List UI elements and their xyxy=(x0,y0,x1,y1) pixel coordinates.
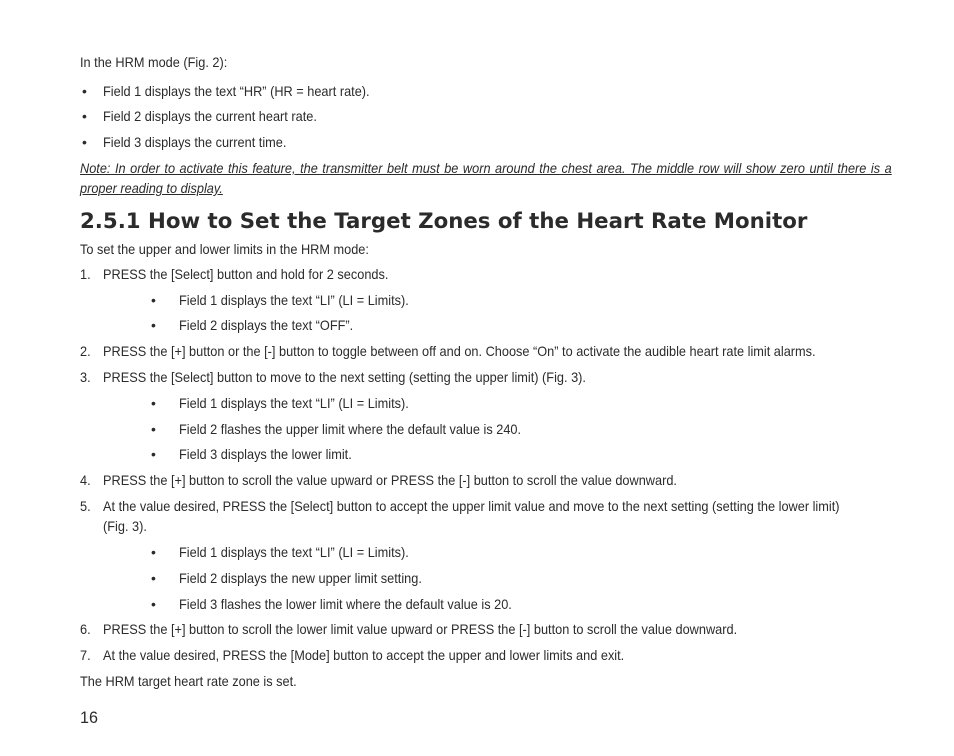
step-number: 5. xyxy=(80,498,91,514)
sub-item: Field 1 displays the text “LI” (LI = Limits). xyxy=(179,395,409,411)
step-text: At the value desired, PRESS the [Select] button to accept the upper limit value and move to the next setting (setting the lower limit) xyxy=(103,498,840,514)
sub-item: Field 2 displays the text “OFF”. xyxy=(179,317,354,333)
step-number: 1. xyxy=(80,266,91,282)
sub-item: Field 2 flashes the upper limit where the default value is 240. xyxy=(179,421,522,437)
step-text-continued: (Fig. 3). xyxy=(103,518,147,534)
step-number: 2. xyxy=(80,343,91,359)
step-number: 7. xyxy=(80,647,91,663)
step-text: PRESS the [+] button to scroll the value upward or PRESS the [-] button to scroll the value downward. xyxy=(103,472,677,488)
bullet-icon: • xyxy=(82,108,87,124)
hrm-field-item: Field 3 displays the current time. xyxy=(103,134,287,150)
step-number: 6. xyxy=(80,621,91,637)
bullet-icon: • xyxy=(151,446,156,462)
step-text: PRESS the [Select] button to move to the next setting (setting the upper limit) (Fig. 3). xyxy=(103,369,586,385)
sub-item: Field 1 displays the text “LI” (LI = Limits). xyxy=(179,292,409,308)
bullet-icon: • xyxy=(151,544,156,560)
section-heading: 2.5.1 How to Set the Target Zones of the Heart Rate Monitor xyxy=(80,209,808,234)
intro-text: In the HRM mode (Fig. 2): xyxy=(80,54,228,70)
sub-item: Field 1 displays the text “LI” (LI = Limits). xyxy=(179,544,409,560)
step-text: PRESS the [+] button or the [-] button to toggle between off and on. Choose “On” to activate the audible heart rate limit alarms. xyxy=(103,343,816,359)
step-text: PRESS the [Select] button and hold for 2 seconds. xyxy=(103,266,389,282)
step-text: At the value desired, PRESS the [Mode] button to accept the upper and lower limits and exit. xyxy=(103,647,625,663)
bullet-icon: • xyxy=(151,596,156,612)
closing-text: The HRM target heart rate zone is set. xyxy=(80,673,297,689)
sub-item: Field 2 displays the new upper limit setting. xyxy=(179,570,422,586)
bullet-icon: • xyxy=(151,395,156,411)
section-intro: To set the upper and lower limits in the HRM mode: xyxy=(80,241,369,257)
page-number: 16 xyxy=(80,708,98,727)
bullet-icon: • xyxy=(82,134,87,150)
step-text: PRESS the [+] button to scroll the lower limit value upward or PRESS the [-] button to scroll the value downward. xyxy=(103,621,738,637)
hrm-field-item: Field 2 displays the current heart rate. xyxy=(103,108,317,124)
step-number: 3. xyxy=(80,369,91,385)
bullet-icon: • xyxy=(151,570,156,586)
bullet-icon: • xyxy=(151,317,156,333)
bullet-icon: • xyxy=(151,292,156,308)
sub-item: Field 3 displays the lower limit. xyxy=(179,446,352,462)
step-number: 4. xyxy=(80,472,91,488)
sub-item: Field 3 flashes the lower limit where the default value is 20. xyxy=(179,596,512,612)
note-text: Note: In order to activate this feature, the transmitter belt must be worn around the chest area. The middle row will show zero until there is a proper reading to display. xyxy=(80,160,892,196)
bullet-icon: • xyxy=(151,421,156,437)
hrm-field-item: Field 1 displays the text “HR” (HR = heart rate). xyxy=(103,83,370,99)
bullet-icon: • xyxy=(82,83,87,99)
